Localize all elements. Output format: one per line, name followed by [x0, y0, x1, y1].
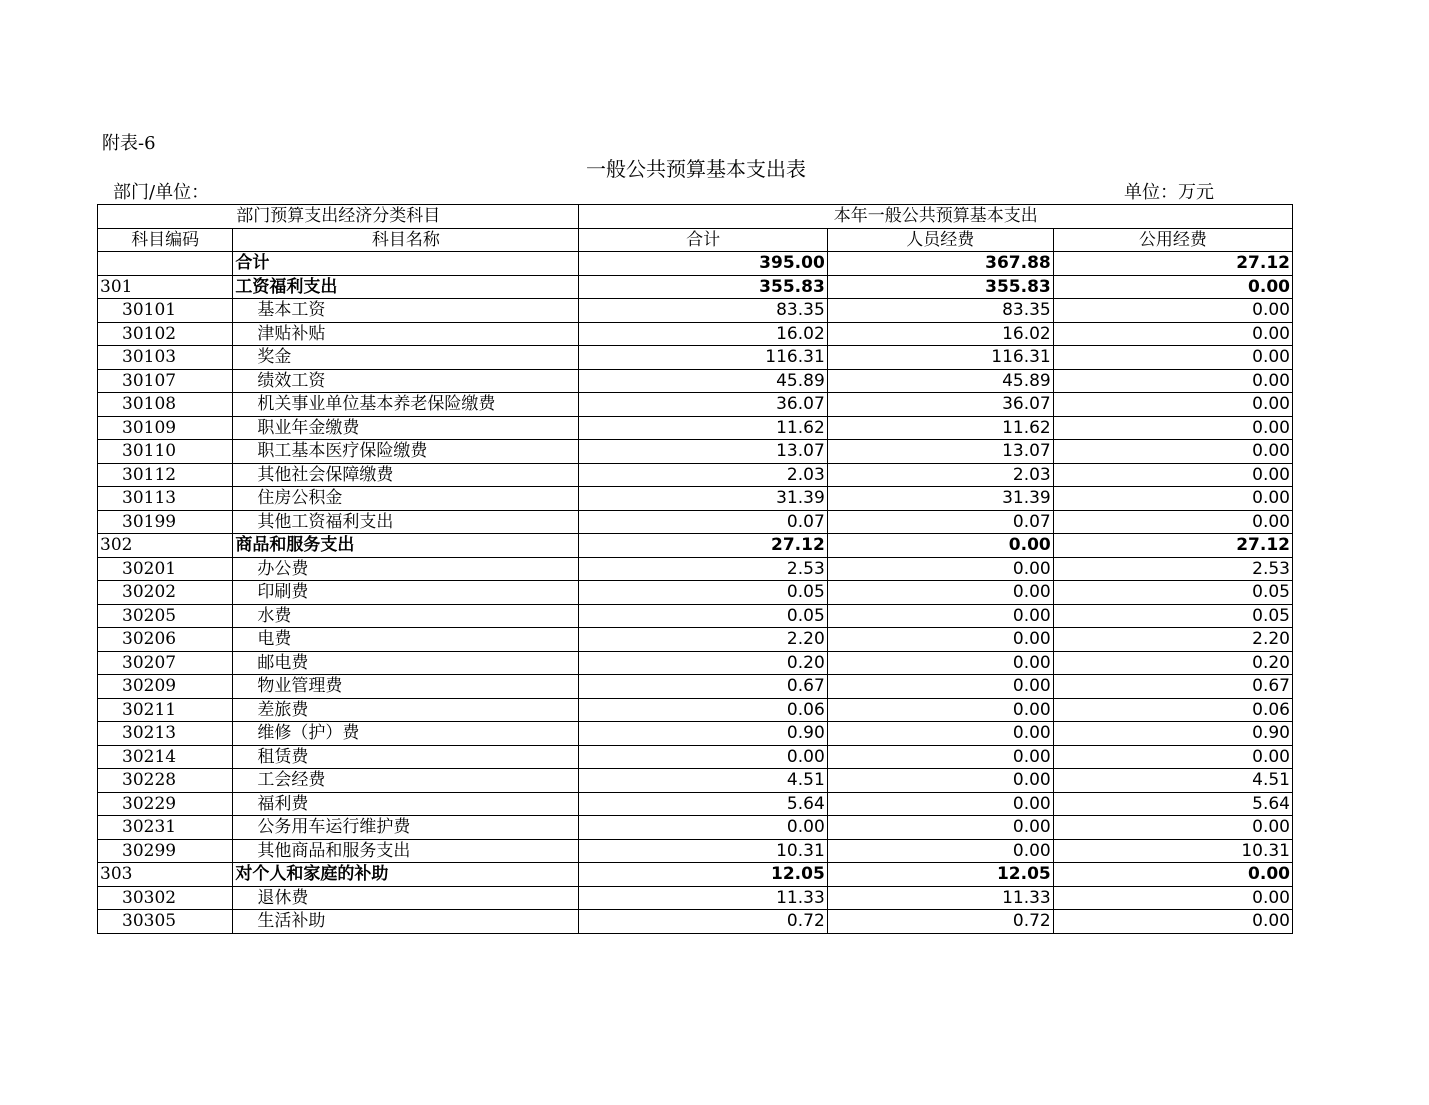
cell-public: 0.00: [1053, 322, 1292, 346]
column-header-name: 科目名称: [233, 228, 579, 252]
cell-personnel: 0.00: [827, 816, 1053, 840]
table-row: [98, 322, 1293, 346]
cell-personnel: 0.00: [827, 745, 1053, 769]
cell-public: 10.31: [1053, 839, 1292, 863]
cell-name: 合计: [233, 252, 579, 276]
cell-name: 其他商品和服务支出: [233, 839, 579, 863]
cell-personnel: 0.00: [827, 792, 1053, 816]
cell-public: 0.00: [1053, 463, 1292, 487]
cell-name: 办公费: [233, 557, 579, 581]
cell-public: 0.00: [1053, 346, 1292, 370]
cell-personnel: 355.83: [827, 275, 1053, 299]
table-row: [98, 346, 1293, 370]
cell-name: 印刷费: [233, 581, 579, 605]
table-body: [98, 252, 1293, 934]
cell-public: 0.00: [1053, 440, 1292, 464]
cell-code: 30299: [98, 839, 233, 863]
page-title: 一般公共预算基本支出表: [586, 157, 806, 181]
cell-code: 30109: [98, 416, 233, 440]
cell-personnel: 0.00: [827, 698, 1053, 722]
cell-code: 30229: [98, 792, 233, 816]
cell-code: 30201: [98, 557, 233, 581]
table-row: [98, 557, 1293, 581]
cell-code: 30102: [98, 322, 233, 346]
cell-total: 0.67: [579, 675, 827, 699]
cell-name: 对个人和家庭的补助: [233, 863, 579, 887]
cell-public: 0.00: [1053, 299, 1292, 323]
cell-total: 0.06: [579, 698, 827, 722]
table-row: [98, 534, 1293, 558]
cell-code: 30199: [98, 510, 233, 534]
cell-public: 0.90: [1053, 722, 1292, 746]
cell-public: 0.00: [1053, 416, 1292, 440]
cell-personnel: 0.00: [827, 769, 1053, 793]
cell-total: 0.72: [579, 910, 827, 934]
cell-total: 0.00: [579, 816, 827, 840]
cell-code: 30213: [98, 722, 233, 746]
cell-name: 电费: [233, 628, 579, 652]
cell-code: 30209: [98, 675, 233, 699]
cell-personnel: 116.31: [827, 346, 1053, 370]
cell-total: 13.07: [579, 440, 827, 464]
table-row: [98, 886, 1293, 910]
table-row: [98, 581, 1293, 605]
cell-total: 2.20: [579, 628, 827, 652]
cell-personnel: 0.00: [827, 628, 1053, 652]
department-label: 部门/单位：: [113, 182, 210, 203]
column-header-code: 科目编码: [98, 228, 233, 252]
cell-total: 116.31: [579, 346, 827, 370]
table-row: [98, 252, 1293, 276]
table-row: [98, 628, 1293, 652]
cell-total: 4.51: [579, 769, 827, 793]
cell-code: 30110: [98, 440, 233, 464]
table-row: [98, 792, 1293, 816]
cell-personnel: 367.88: [827, 252, 1053, 276]
cell-total: 0.07: [579, 510, 827, 534]
table-row: [98, 839, 1293, 863]
cell-code: 30231: [98, 816, 233, 840]
cell-code: 30113: [98, 487, 233, 511]
cell-code: 30108: [98, 393, 233, 417]
cell-total: 31.39: [579, 487, 827, 511]
cell-public: 2.20: [1053, 628, 1292, 652]
cell-name: 邮电费: [233, 651, 579, 675]
cell-total: 27.12: [579, 534, 827, 558]
cell-name: 水费: [233, 604, 579, 628]
column-header-personnel: 人员经费: [827, 228, 1053, 252]
cell-public: 0.06: [1053, 698, 1292, 722]
cell-name: 公务用车运行维护费: [233, 816, 579, 840]
cell-name: 职工基本医疗保险缴费: [233, 440, 579, 464]
cell-personnel: 0.00: [827, 534, 1053, 558]
cell-name: 住房公积金: [233, 487, 579, 511]
cell-personnel: 11.62: [827, 416, 1053, 440]
cell-name: 奖金: [233, 346, 579, 370]
cell-code: 30211: [98, 698, 233, 722]
cell-code: 30206: [98, 628, 233, 652]
cell-total: 395.00: [579, 252, 827, 276]
cell-code: [98, 252, 233, 276]
cell-total: 16.02: [579, 322, 827, 346]
cell-public: 0.20: [1053, 651, 1292, 675]
table-row: [98, 816, 1293, 840]
cell-personnel: 13.07: [827, 440, 1053, 464]
cell-total: 12.05: [579, 863, 827, 887]
cell-personnel: 11.33: [827, 886, 1053, 910]
cell-personnel: 0.00: [827, 722, 1053, 746]
cell-code: 302: [98, 534, 233, 558]
cell-public: 0.00: [1053, 487, 1292, 511]
cell-name: 差旅费: [233, 698, 579, 722]
cell-personnel: 0.00: [827, 604, 1053, 628]
cell-public: 27.12: [1053, 252, 1292, 276]
cell-total: 0.05: [579, 604, 827, 628]
budget-table: [97, 204, 1293, 934]
cell-public: 0.00: [1053, 910, 1292, 934]
cell-total: 0.90: [579, 722, 827, 746]
cell-public: 5.64: [1053, 792, 1292, 816]
table-group-header-row: [98, 205, 1293, 229]
cell-personnel: 12.05: [827, 863, 1053, 887]
attachment-label: 附表-6: [102, 133, 156, 154]
cell-personnel: 31.39: [827, 487, 1053, 511]
cell-public: 0.05: [1053, 604, 1292, 628]
cell-code: 303: [98, 863, 233, 887]
cell-code: 30103: [98, 346, 233, 370]
cell-name: 租赁费: [233, 745, 579, 769]
table-row: [98, 416, 1293, 440]
cell-personnel: 0.00: [827, 675, 1053, 699]
cell-public: 2.53: [1053, 557, 1292, 581]
cell-name: 基本工资: [233, 299, 579, 323]
cell-name: 其他工资福利支出: [233, 510, 579, 534]
table-row: [98, 769, 1293, 793]
cell-total: 355.83: [579, 275, 827, 299]
cell-total: 2.53: [579, 557, 827, 581]
table-row: [98, 745, 1293, 769]
cell-name: 其他社会保障缴费: [233, 463, 579, 487]
cell-code: 30302: [98, 886, 233, 910]
cell-public: 0.00: [1053, 863, 1292, 887]
cell-public: 0.67: [1053, 675, 1292, 699]
table-row: [98, 393, 1293, 417]
cell-code: 30202: [98, 581, 233, 605]
cell-public: 0.00: [1053, 369, 1292, 393]
cell-total: 83.35: [579, 299, 827, 323]
table-row: [98, 463, 1293, 487]
table-row: [98, 604, 1293, 628]
cell-code: 30305: [98, 910, 233, 934]
cell-name: 工会经费: [233, 769, 579, 793]
cell-public: 0.00: [1053, 745, 1292, 769]
cell-personnel: 0.00: [827, 839, 1053, 863]
column-header-total: 合计: [579, 228, 827, 252]
cell-public: 4.51: [1053, 769, 1292, 793]
cell-name: 职业年金缴费: [233, 416, 579, 440]
group-header-basic-expenditure: 本年一般公共预算基本支出: [579, 205, 1293, 229]
cell-name: 维修（护）费: [233, 722, 579, 746]
cell-personnel: 16.02: [827, 322, 1053, 346]
cell-total: 0.05: [579, 581, 827, 605]
cell-total: 45.89: [579, 369, 827, 393]
table-row: [98, 651, 1293, 675]
table-row: [98, 440, 1293, 464]
cell-name: 福利费: [233, 792, 579, 816]
cell-name: 津贴补贴: [233, 322, 579, 346]
table-column-header-row: [98, 228, 1293, 252]
cell-total: 5.64: [579, 792, 827, 816]
table-row: [98, 369, 1293, 393]
cell-public: 0.00: [1053, 393, 1292, 417]
table-row: [98, 510, 1293, 534]
cell-personnel: 36.07: [827, 393, 1053, 417]
table-row: [98, 698, 1293, 722]
cell-public: 27.12: [1053, 534, 1292, 558]
cell-code: 301: [98, 275, 233, 299]
cell-name: 绩效工资: [233, 369, 579, 393]
cell-code: 30207: [98, 651, 233, 675]
cell-personnel: 45.89: [827, 369, 1053, 393]
cell-total: 0.20: [579, 651, 827, 675]
cell-name: 物业管理费: [233, 675, 579, 699]
cell-public: 0.00: [1053, 275, 1292, 299]
unit-label: 单位：万元: [1124, 182, 1214, 203]
cell-total: 11.33: [579, 886, 827, 910]
cell-personnel: 0.72: [827, 910, 1053, 934]
cell-public: 0.00: [1053, 816, 1292, 840]
table-row: [98, 299, 1293, 323]
cell-public: 0.00: [1053, 886, 1292, 910]
cell-public: 0.00: [1053, 510, 1292, 534]
group-header-classification: 部门预算支出经济分类科目: [98, 205, 579, 229]
cell-code: 30112: [98, 463, 233, 487]
cell-total: 2.03: [579, 463, 827, 487]
table-row: [98, 910, 1293, 934]
table-row: [98, 487, 1293, 511]
cell-name: 商品和服务支出: [233, 534, 579, 558]
cell-name: 退休费: [233, 886, 579, 910]
cell-total: 36.07: [579, 393, 827, 417]
cell-personnel: 0.07: [827, 510, 1053, 534]
table-row: [98, 863, 1293, 887]
cell-total: 10.31: [579, 839, 827, 863]
cell-total: 11.62: [579, 416, 827, 440]
cell-code: 30107: [98, 369, 233, 393]
cell-name: 机关事业单位基本养老保险缴费: [233, 393, 579, 417]
table-row: [98, 675, 1293, 699]
cell-name: 工资福利支出: [233, 275, 579, 299]
table-row: [98, 722, 1293, 746]
cell-total: 0.00: [579, 745, 827, 769]
cell-personnel: 0.00: [827, 651, 1053, 675]
cell-personnel: 0.00: [827, 581, 1053, 605]
cell-code: 30228: [98, 769, 233, 793]
cell-personnel: 83.35: [827, 299, 1053, 323]
cell-public: 0.05: [1053, 581, 1292, 605]
cell-code: 30205: [98, 604, 233, 628]
cell-code: 30101: [98, 299, 233, 323]
cell-name: 生活补助: [233, 910, 579, 934]
column-header-public: 公用经费: [1053, 228, 1292, 252]
cell-personnel: 2.03: [827, 463, 1053, 487]
cell-code: 30214: [98, 745, 233, 769]
cell-personnel: 0.00: [827, 557, 1053, 581]
table-row: [98, 275, 1293, 299]
